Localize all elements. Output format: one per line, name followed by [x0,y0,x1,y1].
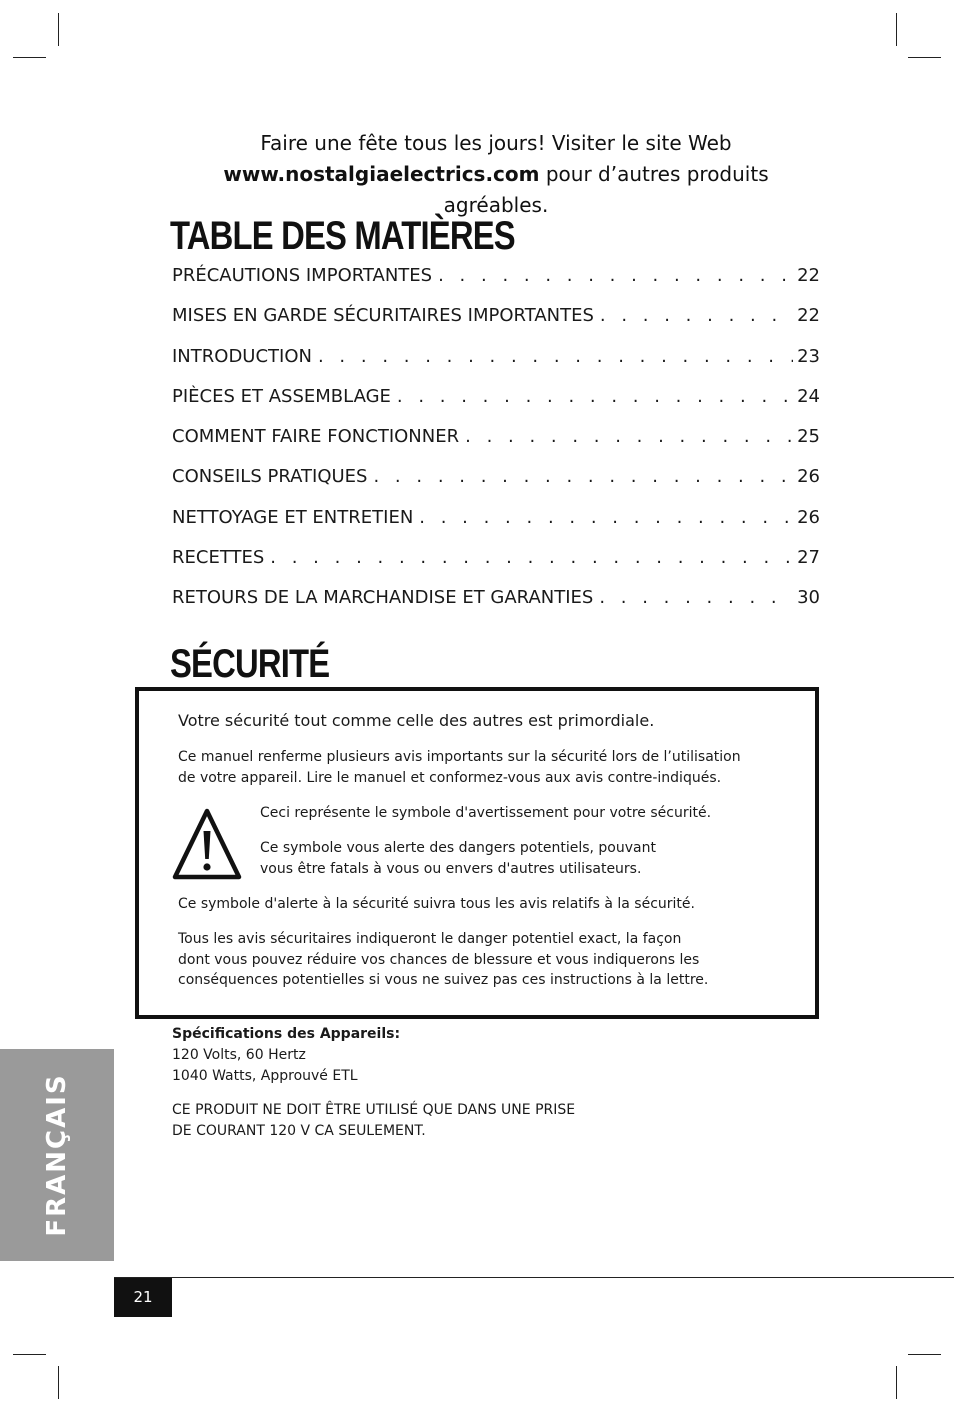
security-heading: SÉCURITÉ [170,642,330,686]
toc-item-title: COMMENT FAIRE FONCTIONNER [172,426,460,447]
safety-notice-box [135,687,819,1019]
toc-item[interactable] [172,507,820,547]
toc-item[interactable] [172,587,820,627]
toc-item-page: 23 [797,345,820,367]
toc-item-title: INTRODUCTION [172,345,312,367]
crop-mark [896,13,897,46]
toc-item-title: NETTOYAGE ET ENTRETIEN [172,506,414,528]
toc-leader [397,386,793,407]
toc-item-page: 27 [797,546,820,568]
toc-leader [599,587,793,608]
language-tab [0,1049,114,1261]
toc-leader [373,466,793,487]
table-of-contents [172,265,820,627]
website-link[interactable]: www.nostalgiaelectrics.com [223,162,540,186]
toc-item-page: 26 [797,466,820,488]
footer-rule [114,1277,954,1278]
crop-mark [13,57,46,58]
safety-symbol-description: Ceci représente le symbole d'avertissement pour votre sécurité. [260,805,712,821]
crop-mark [908,1354,941,1355]
page-number: 21 [114,1278,172,1317]
toc-leader [419,507,793,528]
crop-mark [13,1354,46,1355]
intro-line-2 [172,159,820,221]
toc-item-title: PIÈCES ET ASSEMBLAGE [172,385,391,407]
notice-line: CE PRODUIT NE DOIT ÊTRE UTILISÉ QUE DANS UNE PRISE [172,1102,576,1118]
toc-item[interactable] [172,386,820,426]
safety-paragraph: Ce symbole d'alerte à la sécurité suivra tous les avis relatifs à la sécurité. [178,896,695,912]
language-tab-label: FRANÇAIS [42,1073,72,1237]
toc-item-page: 22 [797,265,820,286]
toc-item[interactable] [172,346,820,386]
specs-line: 1040 Watts, Approuvé ETL [172,1068,358,1084]
crop-mark [908,57,941,58]
safety-paragraph [178,929,738,991]
specs-line: 120 Volts, 60 Hertz [172,1047,306,1063]
safety-line: conséquences potentielles si vous ne suivez pas ces instructions à la lettre. [178,972,709,988]
crop-mark [896,1366,897,1399]
toc-item-title: RECETTES [172,546,265,568]
toc-leader [600,305,793,326]
toc-item-page: 30 [797,587,820,608]
safety-line: Ce manuel renferme plusieurs avis importants sur la sécurité lors de l’utilisation [178,749,741,765]
safety-lead: Votre sécurité tout comme celle des autres est primordiale. [178,711,655,730]
toc-item[interactable] [172,426,820,466]
toc-item[interactable] [172,265,820,305]
specs-title: Spécifications des Appareils: [172,1026,401,1042]
intro-line-1: Faire une fête tous les jours! Visiter le site Web [260,131,732,155]
toc-item-title: PRÉCAUTIONS IMPORTANTES [172,265,433,286]
toc-item-page: 25 [797,426,820,447]
toc-item-page: 26 [797,506,820,528]
toc-leader [270,547,793,568]
toc-item-title: RETOURS DE LA MARCHANDISE ET GARANTIES [172,587,594,608]
safety-paragraph [260,838,680,879]
toc-item[interactable] [172,305,820,345]
power-notice [172,1100,592,1142]
toc-leader [465,426,793,447]
safety-line: dont vous pouvez réduire vos chances de blessure et vous indiquerons les [178,951,700,968]
appliance-specifications [172,1024,400,1087]
safety-line: Tous les avis sécuritaires indiqueront le danger potentiel exact, la façon [178,931,682,947]
warning-triangle-icon [171,805,243,883]
toc-item-page: 24 [797,385,820,407]
safety-line: Ce symbole vous alerte des dangers potentiels, pouvant [260,840,656,856]
crop-mark [58,1366,59,1399]
toc-item[interactable] [172,547,820,587]
toc-leader [438,265,793,286]
toc-item-page: 22 [797,305,820,327]
safety-paragraph [178,747,758,788]
safety-line: vous être fatals à vous ou envers d'autres utilisateurs. [260,860,642,877]
toc-item-title: CONSEILS PRATIQUES [172,466,368,488]
intro-text [172,128,820,221]
notice-line: DE COURANT 120 V CA SEULEMENT. [172,1123,426,1139]
intro-line-2-rest: pour d’autres produits agréables. [443,162,769,217]
safety-line: de votre appareil. Lire le manuel et conformez-vous aux avis contre-indiqués. [178,769,722,786]
toc-heading: TABLE DES MATIÈRES [170,214,515,258]
toc-leader [318,346,793,367]
toc-item[interactable] [172,466,820,506]
toc-item-title: MISES EN GARDE SÉCURITAIRES IMPORTANTES [172,305,594,327]
crop-mark [58,13,59,46]
